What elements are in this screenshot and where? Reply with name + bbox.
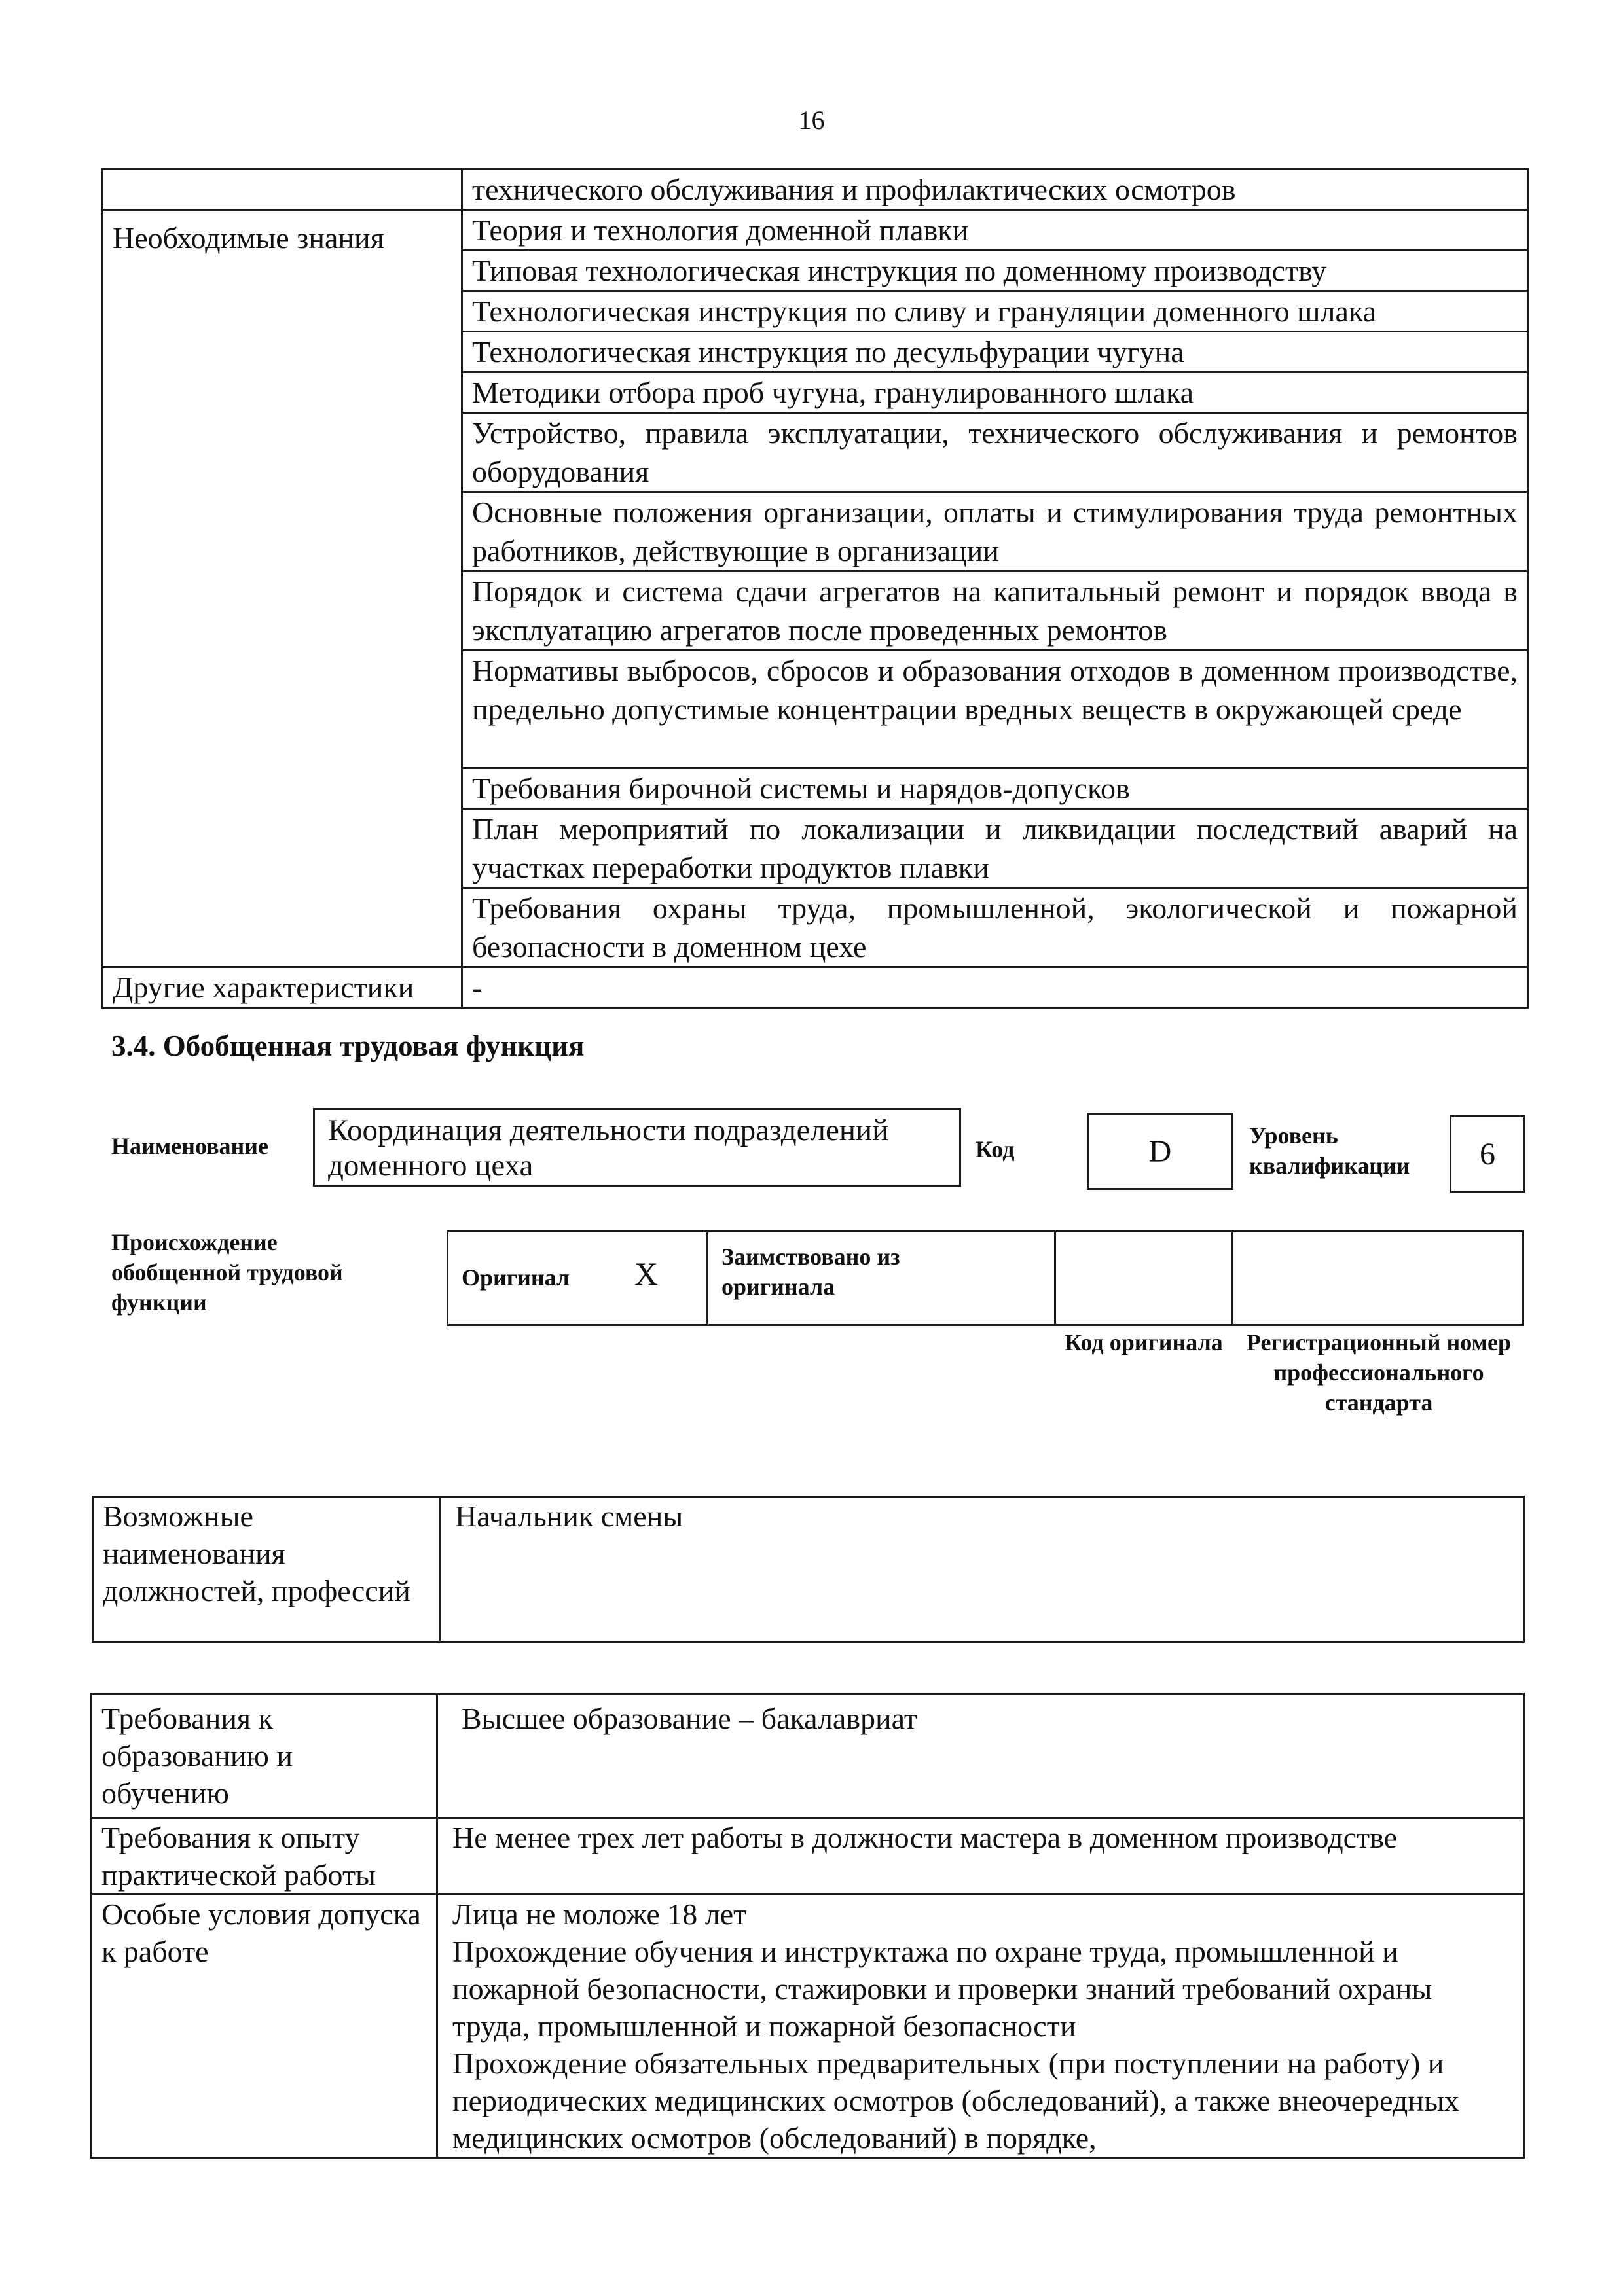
original-mark: X: [634, 1255, 659, 1292]
value-cell: Методики отбора проб чугуна, гранулированного шлака: [462, 372, 1528, 413]
name-value: Координация деятельности подразделений доменного цеха: [328, 1113, 889, 1183]
label-cell: Требования к опыту практической работы: [92, 1818, 437, 1895]
level-value: 6: [1480, 1136, 1495, 1172]
original-box: [447, 1230, 708, 1326]
reg-number-caption: Регистрационный номер профессионального стандарта: [1246, 1329, 1512, 1416]
value-cell: [437, 1895, 1524, 2158]
page-number: 16: [798, 105, 825, 135]
requirements-table: [90, 1693, 1525, 2159]
value-line: Прохождение обязательных предварительных (при поступлении на работу) и периодических медицинских осмотров (обследований), а также внеочередных медицинских осмотров (обследований) в порядке,: [452, 2047, 1459, 2155]
table-row: [92, 1895, 1524, 2158]
label-cell: Особые условия допуска к работе: [92, 1895, 437, 2158]
value-cell: План мероприятий по локализации и ликвидации последствий аварий на участках переработки продуктов плавки: [462, 809, 1528, 888]
value-cell: [437, 1694, 1524, 1818]
value-cell: Устройство, правила эксплуатации, технического обслуживания и ремонтов оборудования: [462, 413, 1528, 492]
borrowed-box: [706, 1230, 1056, 1326]
name-value-box: [313, 1108, 961, 1187]
table-row: [103, 967, 1528, 1008]
value-cell: Типовая технологическая инструкция по доменному производству: [462, 251, 1528, 291]
value-cell: Теория и технология доменной плавки: [462, 210, 1528, 251]
table-row: [103, 210, 1528, 251]
level-label: Уровень квалификации: [1249, 1122, 1410, 1179]
label-cell: Необходимые знания: [103, 210, 462, 967]
value-line: Не менее трех лет работы в должности мастера в доменном производстве: [452, 1821, 1398, 1854]
reg-number-box: [1231, 1230, 1524, 1326]
table-row: [93, 1497, 1524, 1642]
label-cell: Требования к образованию и обучению: [92, 1694, 437, 1818]
code-label: Код: [976, 1136, 1015, 1162]
code-original-caption: Код оригинала: [1065, 1329, 1223, 1355]
positions-table: [92, 1496, 1525, 1643]
value-cell: Технологическая инструкция по десульфурации чугуна: [462, 332, 1528, 372]
table-row: [92, 1694, 1524, 1818]
knowledge-table: [101, 168, 1529, 1009]
value-cell: Начальник смены: [440, 1497, 1524, 1642]
value-cell: -: [462, 967, 1528, 1008]
value-cell: [437, 1818, 1524, 1895]
value-line: Прохождение обучения и инструктажа по охране труда, промышленной и пожарной безопасности, стажировки и проверки знаний требований охраны труда, промышленной и пожарной безопасности: [452, 1935, 1432, 2043]
original-label: Оригинал: [462, 1265, 570, 1291]
value-cell: Требования охраны труда, промышленной, экологической и пожарной безопасности в доменном цехе: [462, 888, 1528, 967]
name-label: Наименование: [111, 1133, 268, 1159]
value-cell: Порядок и система сдачи агрегатов на капитальный ремонт и порядок ввода в эксплуатацию агрегатов после проведенных ремонтов: [462, 571, 1528, 651]
table-row: [92, 1818, 1524, 1895]
code-original-box: [1054, 1230, 1233, 1326]
value-cell: Технологическая инструкция по сливу и грануляции доменного шлака: [462, 291, 1528, 332]
value-cell: Нормативы выбросов, сбросов и образования отходов в доменном производстве, предельно допустимые концентрации вредных веществ в окружающей среде: [462, 651, 1528, 768]
label-cell: [103, 170, 462, 210]
level-value-box: [1450, 1115, 1525, 1193]
origin-label: Происхождение обобщенной трудовой функции: [111, 1229, 343, 1316]
code-value: D: [1148, 1134, 1172, 1169]
borrowed-label: Заимствовано из оригинала: [721, 1244, 900, 1300]
code-value-box: [1087, 1113, 1233, 1190]
section-title: 3.4. Обобщенная трудовая функция: [111, 1030, 585, 1062]
table-row: [103, 170, 1528, 210]
label-cell: Возможные наименования должностей, профессий: [93, 1497, 440, 1642]
value-line: Лица не моложе 18 лет: [452, 1897, 747, 1931]
value-line: Высшее образование – бакалавриат: [462, 1702, 917, 1735]
value-cell: Требования бирочной системы и нарядов-допусков: [462, 768, 1528, 809]
label-cell: Другие характеристики: [103, 967, 462, 1008]
value-cell: технического обслуживания и профилактических осмотров: [462, 170, 1528, 210]
value-cell: Основные положения организации, оплаты и стимулирования труда ремонтных работников, действующие в организации: [462, 492, 1528, 571]
